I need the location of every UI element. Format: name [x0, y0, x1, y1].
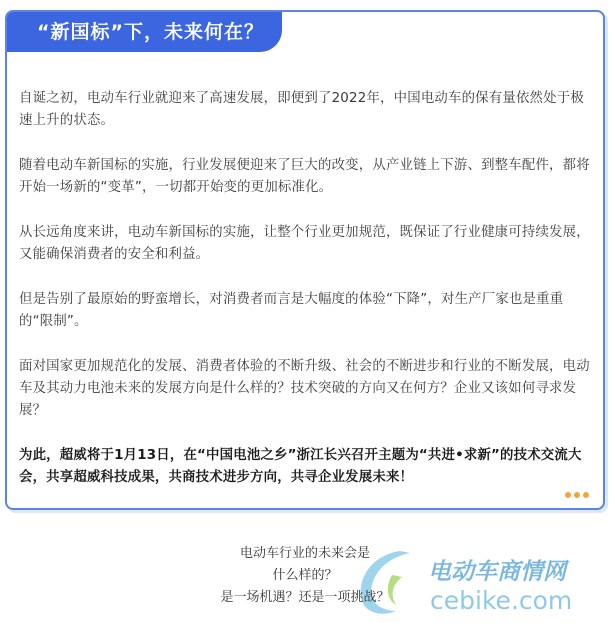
dot: [583, 492, 589, 498]
caption-line-2: 什么样的？: [272, 568, 338, 583]
article-card: [5, 10, 605, 510]
image-caption: [180, 543, 430, 609]
paragraph-1: 自诞之初，电动车行业就迎来了高速发展，即便到了2022年，中国电动车的保有量依然处于极速上升的状态。: [19, 91, 584, 128]
paragraph-2: 随着电动车新国标的实施，行业发展便迎来了巨大的改变，从产业链上下游、到整车配件，都将开始一场新的“变革”，一切都开始变的更加标准化。: [19, 158, 590, 195]
watermark-cn-text: 电动车商情网: [428, 559, 566, 585]
watermark-en-text: cebike.com: [430, 586, 573, 615]
paragraph-5: 面对国家更加规范化的发展、消费者体验的不断升级、社会的不断进步和行业的不断发展，电动车及其动力电池未来的发展方向是什么样的？技术突破的方向又在何方？企业又该如何寻求发展？: [19, 359, 590, 418]
more-dots-icon: [565, 492, 589, 498]
article-body: [19, 88, 597, 512]
dot: [574, 492, 580, 498]
article-title: “新国标”下，未来何在？: [7, 12, 282, 52]
paragraph-4: 但是告别了最原始的野蛮增长，对消费者而言是大幅度的体验“下降”，对生产厂家也是重重的“限制”。: [19, 292, 564, 329]
dot: [565, 492, 571, 498]
caption-line-1: 电动车行业的未来会是: [239, 546, 370, 561]
paragraph-3: 从长远角度来讲，电动车新国标的实施，让整个行业更加规范，既保证了行业健康可持续发展，又能确保消费者的安全和利益。: [19, 225, 590, 262]
caption-line-3: 是一场机遇？还是一项挑战？: [220, 590, 390, 605]
paragraph-6-highlight: 为此，超威将于1月13日，在“中国电池之乡”浙江长兴召开主题为“共进•求新”的技术交流大会，共享超威科技成果，共商技术进步方向，共寻企业发展未来！: [19, 448, 582, 485]
